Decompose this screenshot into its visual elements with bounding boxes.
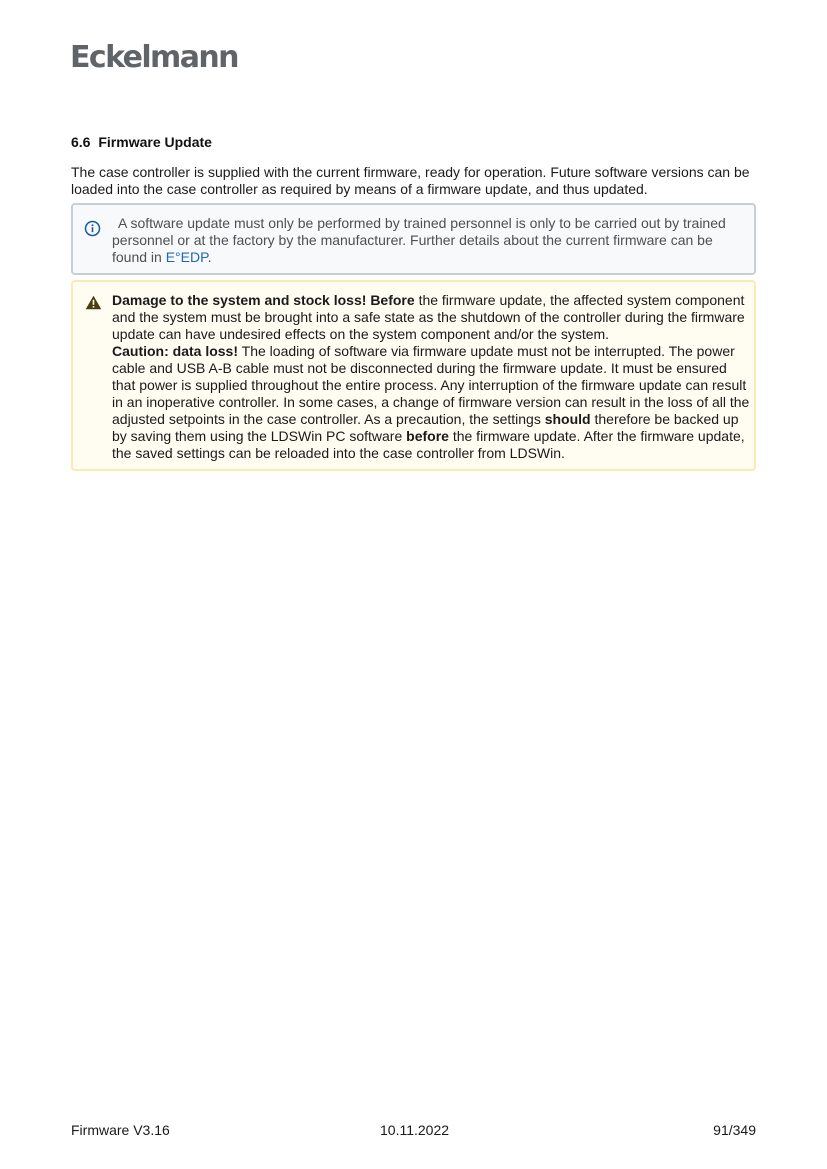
warning-emphasis-before-2: before [406,428,449,444]
info-circle-icon [84,220,101,237]
footer-firmware-version: Firmware V3.16 [71,1122,170,1138]
intro-paragraph: The case controller is supplied with the current firmware, ready for operation. Future software versions can be loaded into the case controller as required by means of a firmware update, and thus updated. [71,164,750,197]
warning-triangle-icon [85,295,102,310]
section-title: Firmware Update [98,134,212,150]
info-text: A software update must only be performed by trained personnel is only to be carried out by trained personnel or at the factory by the manufacturer. Further details about the current firmware can be found in [112,215,726,265]
warning-text-2c: the firmware update. After the firmware update, the saved settings can be reloaded into the case controller from LDSWin. [112,428,745,461]
warning-emphasis-before-1: Before [370,292,415,308]
company-logo: Eckelmann [70,40,238,75]
warning-paragraph-1 [112,292,752,343]
section-number: 6.6 [71,134,91,150]
info-note [71,203,756,275]
warning-note-text [112,292,752,462]
section-heading [71,134,212,150]
footer-page-number: 91/349 [713,1122,756,1138]
warning-note [71,280,756,471]
warning-heading-1: Damage to the system and stock loss! [112,292,367,308]
warning-emphasis-should: should [544,411,591,427]
warning-text-1: the firmware update, the affected system component and the system must be brought into a safe state as the shutdown of the controller during the firmware update can have undesired effects on the system component and/or the system. [112,292,745,342]
warning-text-2a: The loading of software via firmware update must not be interrupted. The power cable and USB A-B cable must not be disconnected during the firmware update. It must be ensured that power is supplied throughout the entire process. Any interruption of the firmware update can result in an inoperative controller. In some cases, a change of firmware version can result in the loss of all the adjusted setpoints in the case controller. As a precaution, the settings [112,343,750,427]
info-note-text [112,215,746,266]
info-text-end: . [207,249,212,265]
footer-date: 10.11.2022 [380,1122,450,1138]
warning-heading-2: Caution: data loss! [112,343,239,359]
warning-text-2b: therefore be backed up by saving them using the LDSWin PC software [112,411,739,444]
edp-link[interactable]: E°EDP [165,249,208,265]
warning-paragraph-2 [112,343,752,462]
